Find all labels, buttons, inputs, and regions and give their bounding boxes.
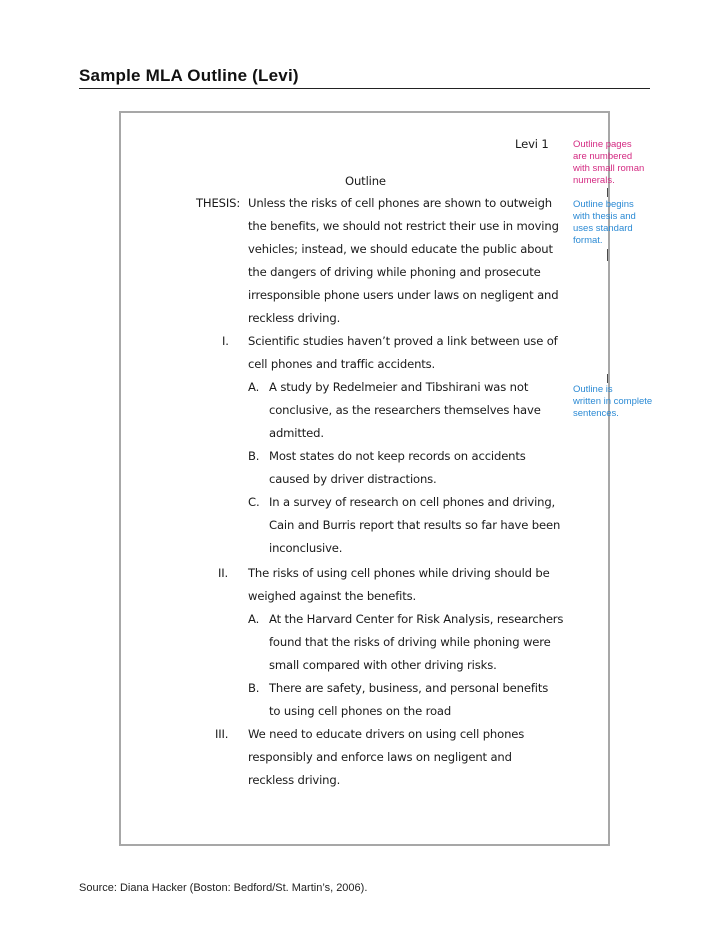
subpoint-line: admitted.: [269, 426, 324, 440]
section-numeral: III.: [215, 727, 229, 741]
annotation-line: with small roman: [573, 163, 645, 174]
subpoint-line: A study by Redelmeier and Tibshirani was not: [269, 380, 529, 394]
annotation-line: are numbered: [573, 151, 633, 162]
subpoint-line: inconclusive.: [269, 541, 343, 555]
subpoint-line: Cain and Burris report that results so far have been: [269, 518, 561, 532]
thesis-line: the benefits, we should not restrict their use in moving: [248, 219, 559, 233]
running-head: Levi 1: [515, 137, 549, 151]
thesis-label: THESIS:: [196, 196, 241, 210]
section-line: We need to educate drivers on using cell phones: [248, 727, 525, 741]
annotation-line: with thesis and: [573, 211, 636, 222]
annotation-line: Outline pages: [573, 139, 632, 150]
thesis-line: vehicles; instead, we should educate the public about: [248, 242, 553, 256]
annotation-connector: [607, 188, 608, 197]
outline-title: Outline: [345, 174, 386, 188]
subpoint-letter: A.: [248, 380, 260, 394]
subpoint-line: found that the risks of driving while phoning were: [269, 635, 551, 649]
annotation-connector: [607, 374, 608, 383]
thesis-line: irresponsible phone users under laws on negligent and: [248, 288, 559, 302]
subpoint-letter: B.: [248, 449, 260, 463]
annotation-line: written in complete: [573, 396, 653, 407]
annotation-line: Outline is: [573, 384, 613, 395]
annotation-line: format.: [573, 235, 603, 246]
subpoint-line: In a survey of research on cell phones and driving,: [269, 495, 556, 509]
section-line: weighed against the benefits.: [248, 589, 417, 603]
subpoint-line: to using cell phones on the road: [269, 704, 452, 718]
section-numeral: II.: [218, 566, 229, 580]
annotation-connector: [607, 249, 608, 261]
section-line: responsibly and enforce laws on negligent and: [248, 750, 512, 764]
source-credit: Source: Diana Hacker (Boston: Bedford/St. Martin’s, 2006).: [79, 882, 368, 894]
subpoint-letter: C.: [248, 495, 260, 509]
subpoint-letter: A.: [248, 612, 260, 626]
subpoint-letter: B.: [248, 681, 260, 695]
page-heading: Sample MLA Outline (Levi): [79, 66, 299, 85]
section-line: reckless driving.: [248, 773, 341, 787]
section-line: Scientific studies haven’t proved a link between use of: [248, 334, 558, 348]
heading-rule: [79, 88, 650, 89]
annotation-line: sentences.: [573, 408, 619, 419]
annotation-line: Outline begins: [573, 199, 634, 210]
subpoint-line: conclusive, as the researchers themselves have: [269, 403, 541, 417]
subpoint-line: caused by driver distractions.: [269, 472, 437, 486]
subpoint-line: small compared with other driving risks.: [269, 658, 497, 672]
annotation-line: uses standard: [573, 223, 633, 234]
thesis-line: reckless driving.: [248, 311, 341, 325]
thesis-line: Unless the risks of cell phones are shown to outweigh: [248, 196, 552, 210]
subpoint-line: Most states do not keep records on accidents: [269, 449, 526, 463]
subpoint-line: There are safety, business, and personal benefits: [269, 681, 549, 695]
section-line: cell phones and traffic accidents.: [248, 357, 436, 371]
thesis-line: the dangers of driving while phoning and prosecute: [248, 265, 541, 279]
section-numeral: I.: [222, 334, 229, 348]
section-line: The risks of using cell phones while driving should be: [248, 566, 550, 580]
subpoint-line: At the Harvard Center for Risk Analysis, researchers: [269, 612, 564, 626]
annotation-line: numerals.: [573, 175, 615, 186]
